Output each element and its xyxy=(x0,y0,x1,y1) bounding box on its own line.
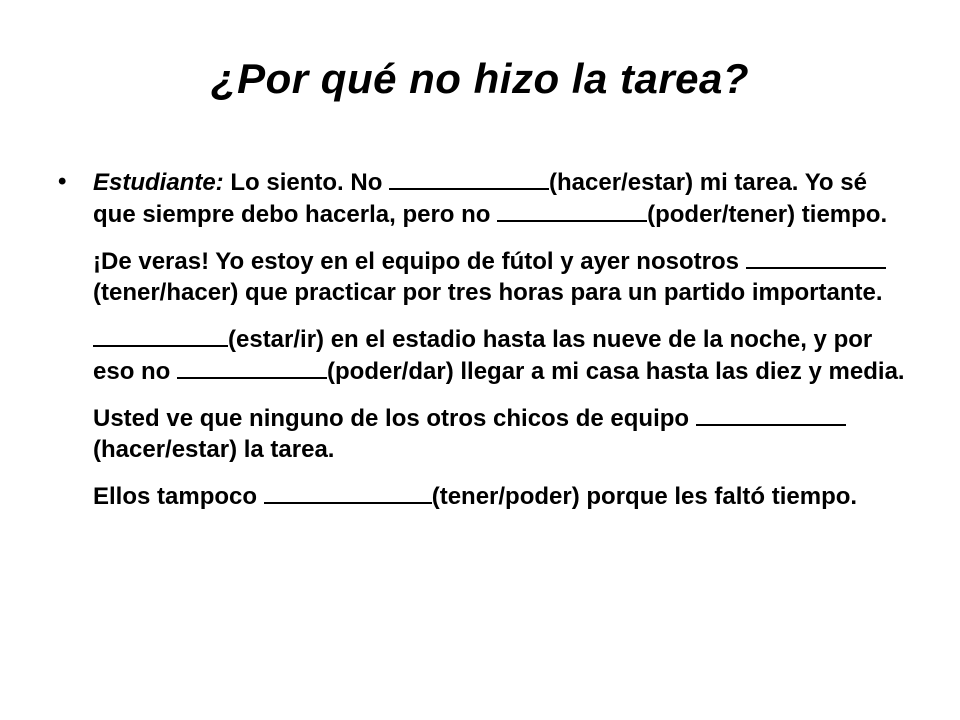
speaker-label: Estudiante: xyxy=(93,169,224,196)
fill-in-blank[interactable] xyxy=(177,355,327,379)
fill-in-blank[interactable] xyxy=(497,198,647,222)
fill-in-blank[interactable] xyxy=(389,166,549,190)
paragraph-3 xyxy=(58,323,908,387)
paragraph-5 xyxy=(58,480,908,512)
text-span: ¡De veras! Yo estoy en el equipo de fútol y ayer nosotros xyxy=(93,248,746,275)
fill-in-blank[interactable] xyxy=(746,245,886,269)
slide-body xyxy=(58,166,908,527)
bullet: • xyxy=(58,168,67,195)
fill-in-blank[interactable] xyxy=(264,480,432,504)
text-span: (poder/dar) llegar a mi casa hasta las diez y media. xyxy=(327,358,905,385)
fill-in-blank[interactable] xyxy=(93,323,228,347)
paragraph-1 xyxy=(58,166,908,230)
text-span: (hacer/estar) mi tarea. Yo sé que siempre debo hacerla, pero no xyxy=(93,169,867,228)
text-span: Usted ve que ninguno de los otros chicos de equipo xyxy=(93,405,696,432)
paragraph-4 xyxy=(58,402,908,465)
text-span: (tener/hacer) que practicar por tres horas para un partido importante. xyxy=(93,279,883,306)
slide-title: ¿Por qué no hizo la tarea? xyxy=(210,55,750,102)
text-span: (hacer/estar) la tarea. xyxy=(93,436,335,463)
text-span: (poder/tener) tiempo. xyxy=(647,201,888,228)
text-span: Ellos tampoco xyxy=(93,483,264,510)
text-span: (tener/poder) porque les faltó tiempo. xyxy=(431,483,858,510)
text-span: (estar/ir) en el estadio hasta las nueve de la noche, y por eso no xyxy=(93,326,873,385)
text-span: Lo siento. No xyxy=(223,169,390,196)
fill-in-blank[interactable] xyxy=(696,402,846,426)
paragraph-2 xyxy=(58,245,908,308)
